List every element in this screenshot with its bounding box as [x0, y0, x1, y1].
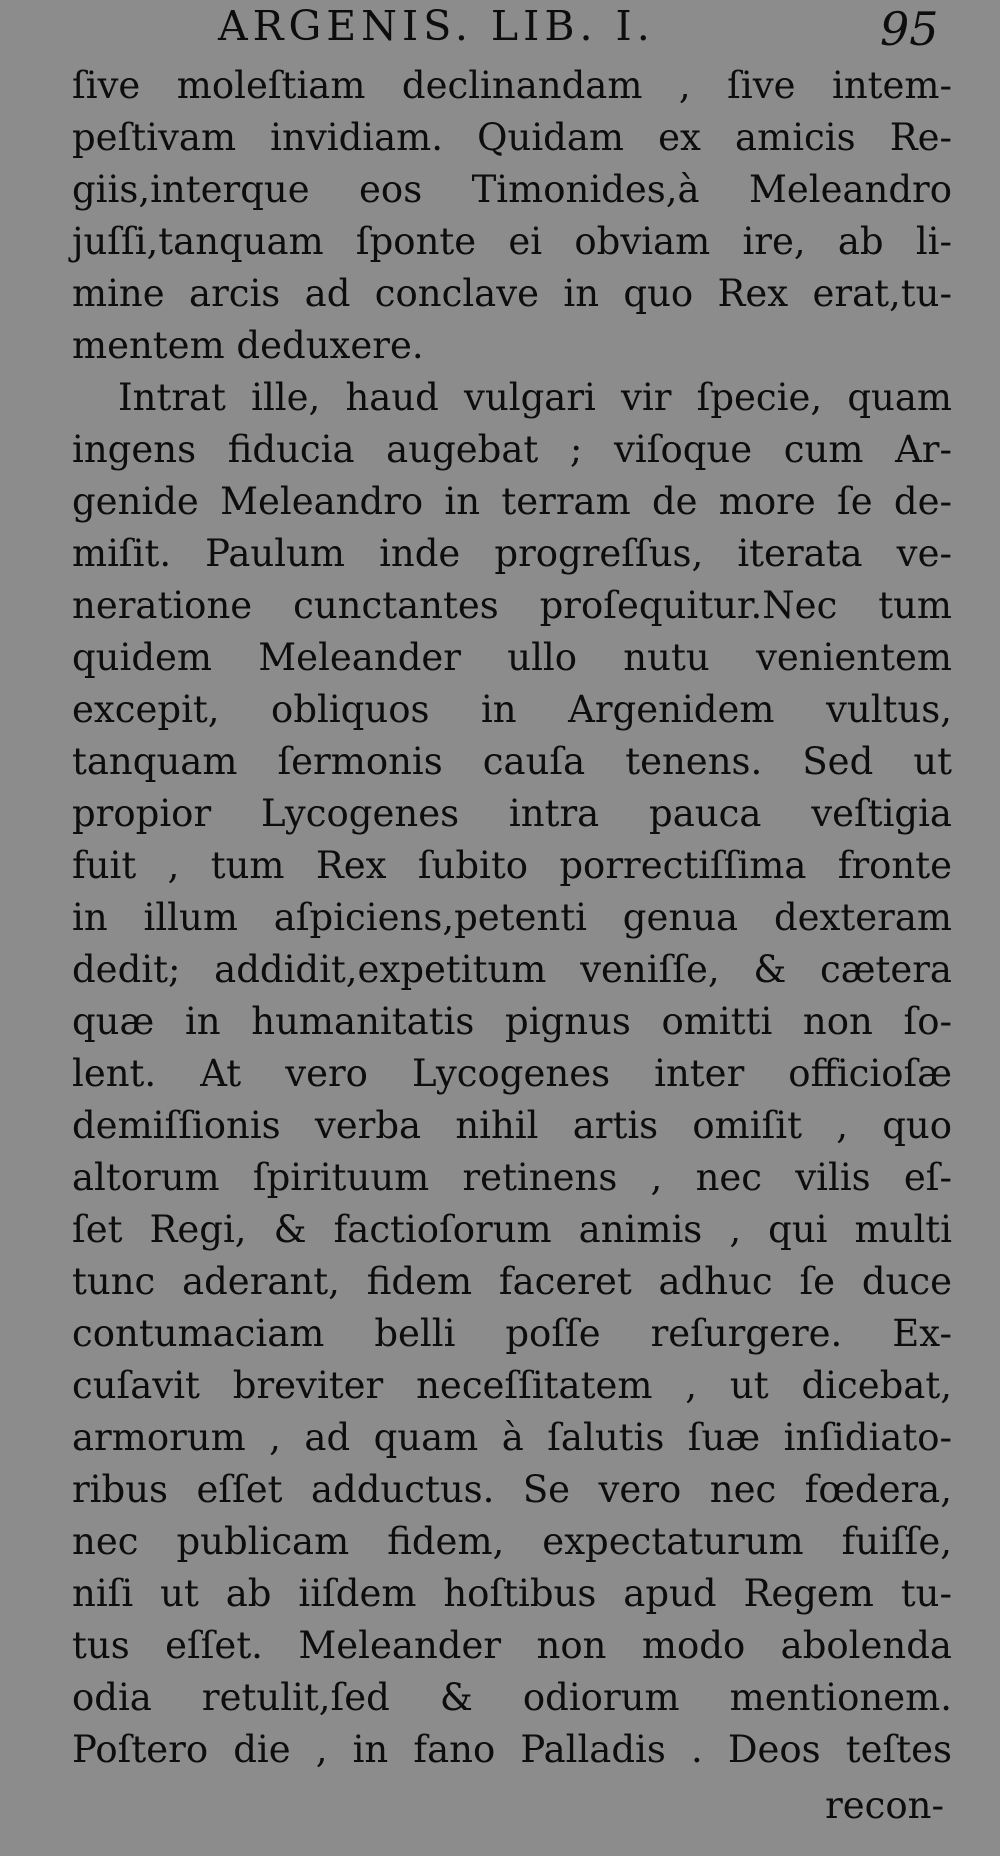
- paragraphs: [72, 60, 952, 1776]
- text-line: in illum aſpiciens,petenti genua dexteram: [72, 896, 952, 939]
- text-line: ſive moleſtiam declinandam , ſive intem-: [72, 64, 952, 107]
- text-line: neratione cunctantes proſequitur.Nec tum: [72, 584, 952, 627]
- body-text: [72, 60, 952, 1832]
- text-line: mentem deduxere.: [72, 324, 424, 367]
- text-line: propior Lycogenes intra pauca veſtigia: [72, 792, 952, 835]
- page-number: 95: [880, 2, 939, 56]
- text-line: cuſavit breviter neceſſitatem , ut dicebat,: [72, 1364, 952, 1407]
- text-line: juſſi,tanquam ſponte ei obviam ire, ab li-: [72, 220, 952, 263]
- text-line: lent. At vero Lycogenes inter officioſæ: [72, 1052, 952, 1095]
- running-title: ARGENIS. LIB. I.: [218, 2, 655, 50]
- text-line: fuit , tum Rex ſubito porrectiſſima fronte: [72, 844, 952, 887]
- text-line: giis,interque eos Timonides,à Meleandro: [72, 168, 952, 211]
- text-line: tunc aderant, fidem faceret adhuc ſe duce: [72, 1260, 952, 1303]
- paragraph: [72, 372, 952, 1776]
- text-line: quæ in humanitatis pignus omitti non ſo-: [72, 1000, 952, 1043]
- catchword: recon-: [825, 1784, 944, 1827]
- text-line: excepit, obliquos in Argenidem vultus,: [72, 688, 952, 731]
- text-line: genide Meleandro in terram de more ſe de-: [72, 480, 952, 523]
- text-line: odia retulit,ſed & odiorum mentionem.: [72, 1676, 952, 1719]
- text-line: altorum ſpirituum retinens , nec vilis eſ-: [72, 1156, 952, 1199]
- text-line: quidem Meleander ullo nutu venientem: [72, 636, 952, 679]
- text-line: miſit. Paulum inde progreſſus, iterata ve-: [72, 532, 952, 575]
- text-line: ribus eſſet adductus. Se vero nec fœdera,: [72, 1468, 952, 1511]
- text-line: contumaciam belli poſſe reſurgere. Ex-: [72, 1312, 952, 1355]
- text-line: peſtivam invidiam. Quidam ex amicis Re-: [72, 116, 952, 159]
- text-line: ſet Regi, & factioſorum animis , qui multi: [72, 1208, 952, 1251]
- text-line: armorum , ad quam à ſalutis ſuæ inſidiato-: [72, 1416, 952, 1459]
- text-line: Intrat ille, haud vulgari vir ſpecie, quam: [118, 376, 952, 419]
- text-line: Poſtero die , in fano Palladis . Deos teſtes: [72, 1728, 952, 1771]
- text-line: dedit; addidit,expetitum veniſſe, & cætera: [72, 948, 952, 991]
- text-line: nec publicam fidem, expectaturum fuiſſe,: [72, 1520, 952, 1563]
- text-line: tanquam ſermonis cauſa tenens. Sed ut: [72, 740, 952, 783]
- page-header: [0, 0, 1000, 62]
- text-line: demiſſionis verba nihil artis omiſit , quo: [72, 1104, 952, 1147]
- paragraph: [72, 60, 952, 372]
- text-line: mine arcis ad conclave in quo Rex erat,tu-: [72, 272, 952, 315]
- text-line: tus eſſet. Meleander non modo abolenda: [72, 1624, 952, 1667]
- text-line: niſi ut ab iiſdem hoſtibus apud Regem tu-: [72, 1572, 952, 1615]
- text-line: ingens fiducia augebat ; viſoque cum Ar-: [72, 428, 952, 471]
